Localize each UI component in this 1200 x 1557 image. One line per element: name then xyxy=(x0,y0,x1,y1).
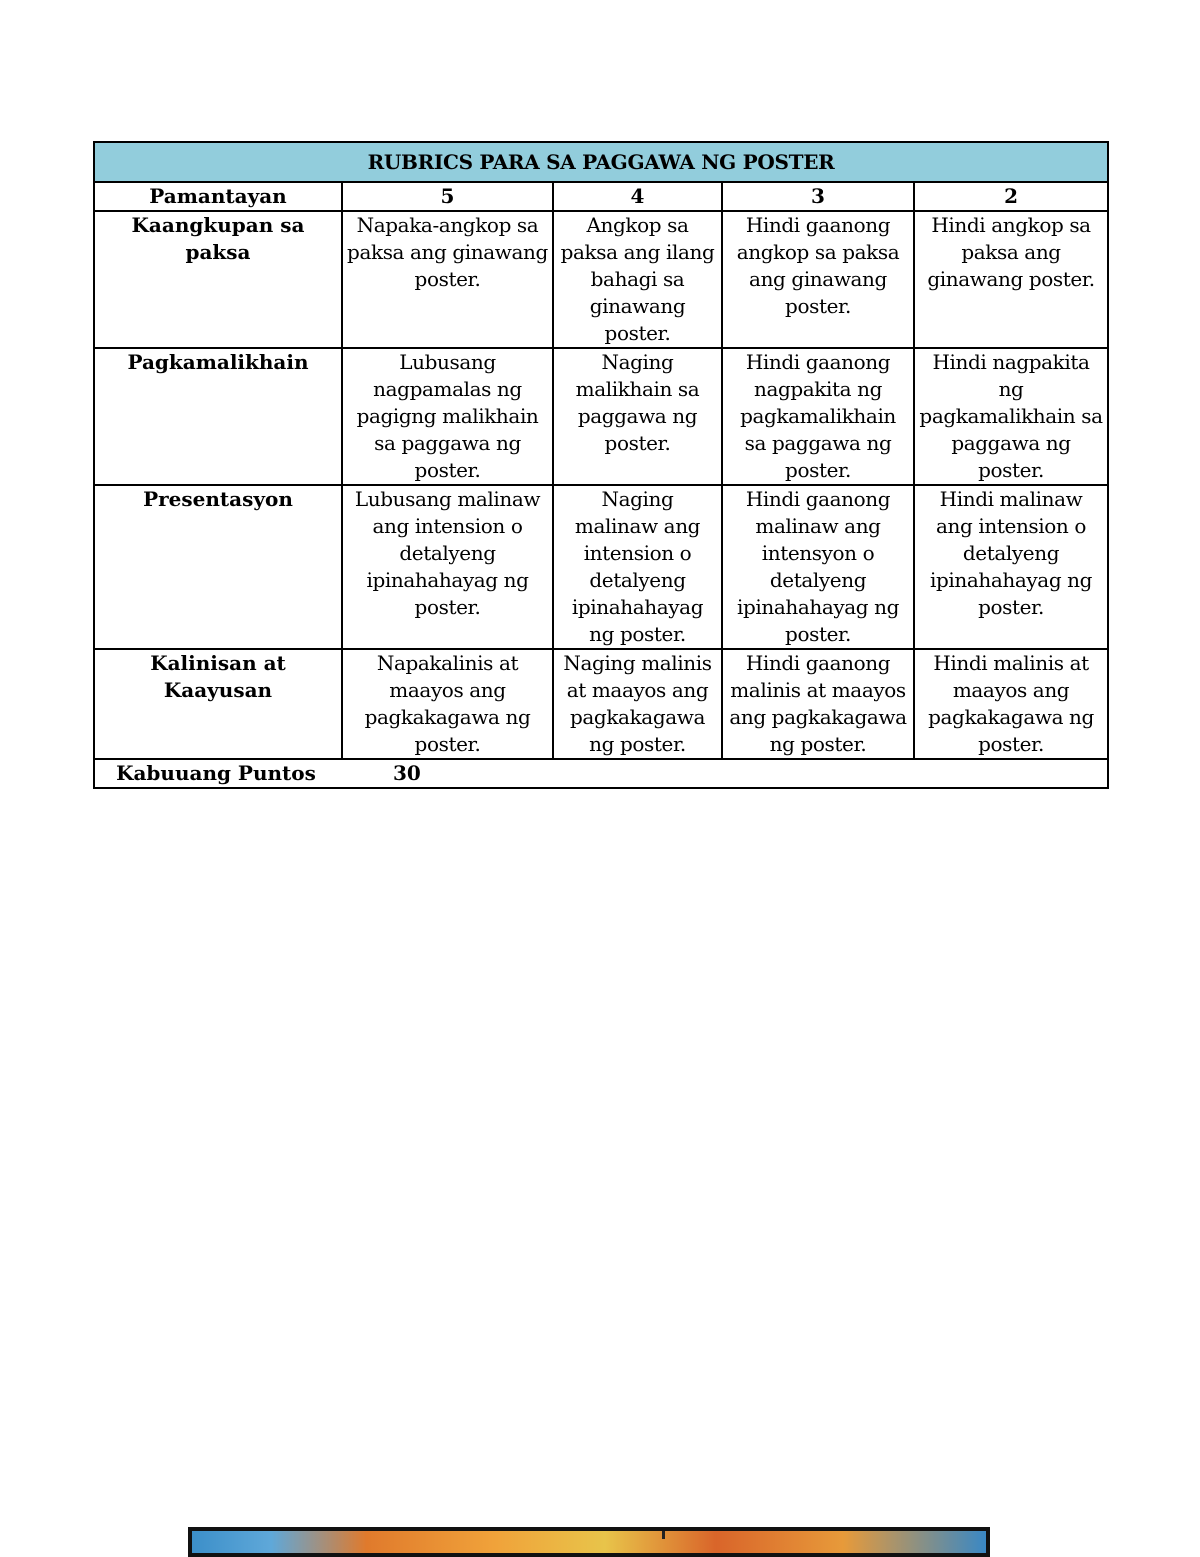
total-label: Kabuuang Puntos xyxy=(116,761,316,785)
rubric-cell: Hindi gaanong malinaw ang intensyon o detalyeng ipinahahayag ng poster. xyxy=(722,485,914,649)
criterion-label: Presentasyon xyxy=(94,485,342,649)
total-row xyxy=(94,759,1108,788)
rubric-cell: Hindi malinaw ang intension o detalyeng ipinahahayag ng poster. xyxy=(914,485,1108,649)
rubric-cell: Lubusang malinaw ang intension o detalyeng ipinahahayag ng poster. xyxy=(342,485,553,649)
poster-image-detail xyxy=(662,1531,665,1539)
rubric-cell: Angkop sa paksa ang ilang bahagi sa ginawang poster. xyxy=(553,211,722,348)
header-criteria: Pamantayan xyxy=(94,182,342,211)
header-row xyxy=(94,182,1108,211)
rubric-cell: Hindi angkop sa paksa ang ginawang poster. xyxy=(914,211,1108,348)
header-score-3: 3 xyxy=(722,182,914,211)
criterion-label: Pagkamalikhain xyxy=(94,348,342,485)
table-row xyxy=(94,485,1108,649)
rubric-cell: Lubusang nagpamalas ng pagigng malikhain sa paggawa ng poster. xyxy=(342,348,553,485)
rubric-cell: Hindi malinis at maayos ang pagkakagawa ng poster. xyxy=(914,649,1108,759)
rubric-cell: Hindi gaanong malinis at maayos ang pagkakagawa ng poster. xyxy=(722,649,914,759)
table-row xyxy=(94,649,1108,759)
rubric-cell: Naging malinaw ang intension o detalyeng ipinahahayag ng poster. xyxy=(553,485,722,649)
rubric-cell: Napakalinis at maayos ang pagkakagawa ng poster. xyxy=(342,649,553,759)
rubric-cell: Naging malikhain sa paggawa ng poster. xyxy=(553,348,722,485)
rubric-cell: Hindi gaanong nagpakita ng pagkamalikhain sa paggawa ng poster. xyxy=(722,348,914,485)
table-row xyxy=(94,348,1108,485)
rubric-cell: Napaka-angkop sa paksa ang ginawang poster. xyxy=(342,211,553,348)
header-score-4: 4 xyxy=(553,182,722,211)
header-score-5: 5 xyxy=(342,182,553,211)
rubric-cell: Hindi gaanong angkop sa paksa ang ginawang poster. xyxy=(722,211,914,348)
header-score-2: 2 xyxy=(914,182,1108,211)
rubric-cell: Hindi nagpakita ng pagkamalikhain sa paggawa ng poster. xyxy=(914,348,1108,485)
criterion-label: Kaangkupan sa paksa xyxy=(94,211,342,348)
total-cell xyxy=(94,759,1108,788)
table-row xyxy=(94,211,1108,348)
rubric-table xyxy=(93,141,1109,789)
criterion-label: Kalinisan at Kaayusan xyxy=(94,649,342,759)
total-value: 30 xyxy=(393,761,421,785)
rubric-cell: Naging malinis at maayos ang pagkakagawa ng poster. xyxy=(553,649,722,759)
rubric-title: RUBRICS PARA SA PAGGAWA NG POSTER xyxy=(94,142,1108,182)
